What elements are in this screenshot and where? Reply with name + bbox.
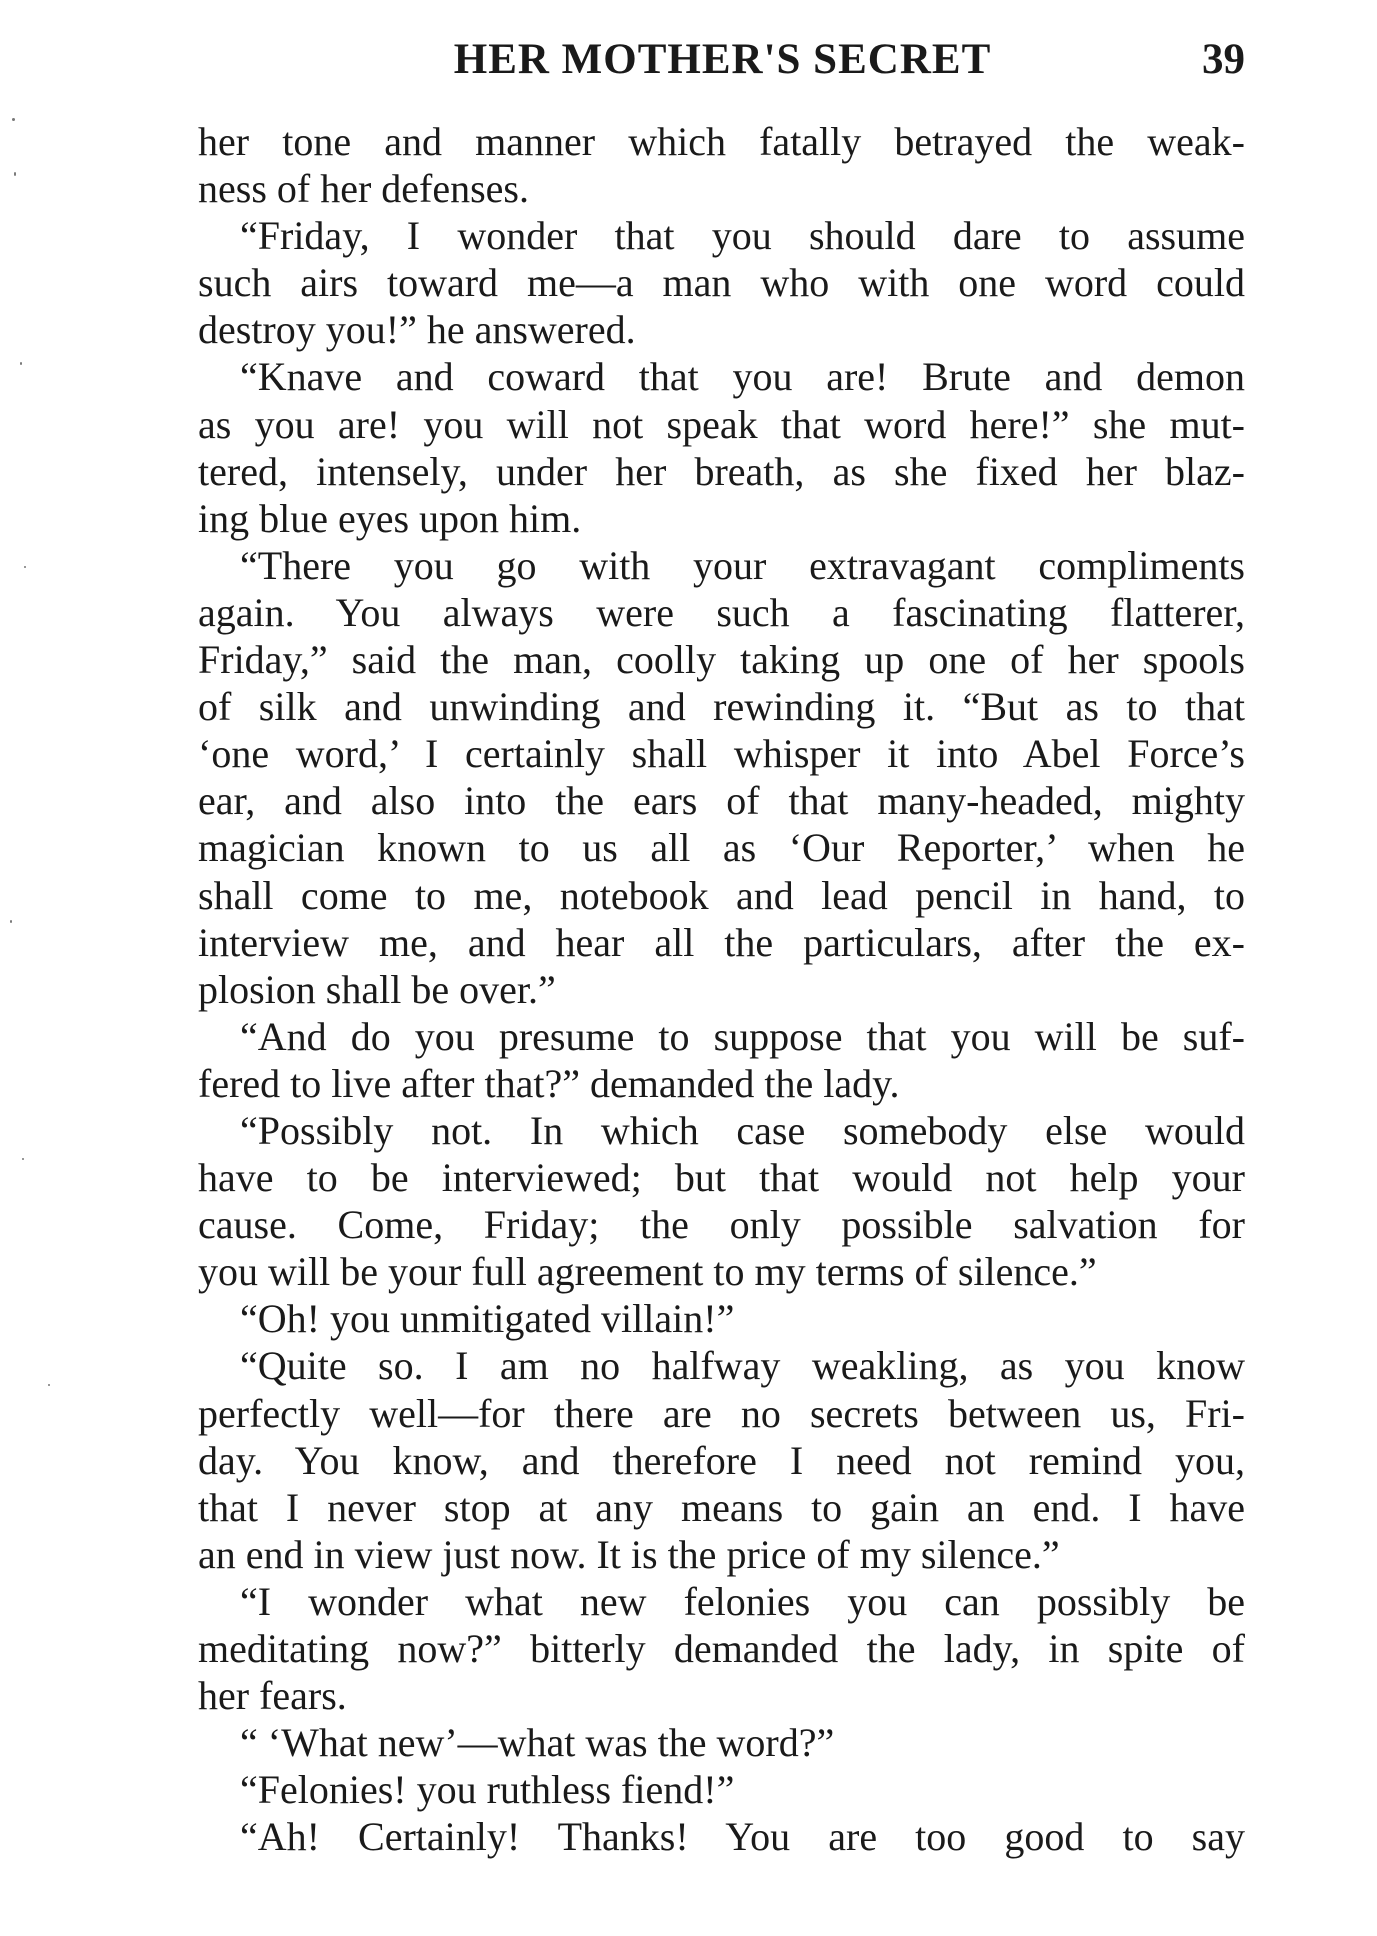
text-line: interview me, and hear all the particulars, after the ex-: [198, 919, 1245, 965]
text-line: magician known to us all as ‘Our Reporter,’ when he: [198, 825, 1245, 871]
text-line: ‘one word,’ I certainly shall whisper it into Abel Force’s: [198, 731, 1245, 777]
text-line: “Oh! you unmitigated villain!”: [240, 1296, 735, 1342]
text-line: “Felonies! you ruthless fiend!”: [240, 1767, 735, 1813]
text-line: have to be interviewed; but that would not help your: [198, 1155, 1245, 1201]
text-line: destroy you!” he answered.: [198, 307, 636, 353]
text-line: you will be your full agreement to my terms of silence.”: [198, 1249, 1097, 1295]
text-line: meditating now?” bitterly demanded the lady, in spite of: [198, 1626, 1245, 1671]
margin-speck: [12, 118, 15, 121]
text-line: that I never stop at any means to gain an end. I have: [198, 1484, 1245, 1530]
text-line: tered, intensely, under her breath, as she fixed her blaz-: [198, 448, 1245, 494]
margin-speck: [14, 172, 16, 176]
text-line: ness of her defenses.: [198, 166, 529, 212]
text-line: “Quite so. I am no halfway weakling, as you know: [240, 1343, 1245, 1389]
text-line: fered to live after that?” demanded the lady.: [198, 1060, 900, 1106]
text-line: Friday,” said the man, coolly taking up one of her spools: [198, 637, 1245, 683]
page-number: 39: [1202, 36, 1245, 83]
body-text: [198, 118, 1245, 1860]
text-line: “Ah! Certainly! Thanks! You are too good to say: [240, 1814, 1245, 1860]
text-line: again. You always were such a fascinating flatterer,: [198, 589, 1245, 635]
text-line: plosion shall be over.”: [198, 966, 556, 1012]
running-header: [200, 28, 1245, 94]
text-line: “Knave and coward that you are! Brute and demon: [240, 354, 1245, 400]
margin-speck: [24, 566, 26, 568]
text-line: of silk and unwinding and rewinding it. “But as to that: [198, 684, 1245, 730]
text-line: cause. Come, Friday; the only possible salvation for: [198, 1202, 1245, 1248]
running-title: HER MOTHER'S SECRET: [453, 36, 992, 83]
text-line: day. You know, and therefore I need not remind you,: [198, 1437, 1245, 1483]
margin-speck: [48, 1384, 50, 1386]
text-line: “I wonder what new felonies you can possibly be: [240, 1578, 1245, 1624]
text-line: “There you go with your extravagant compliments: [240, 542, 1245, 588]
text-line: such airs toward me—a man who with one word could: [198, 260, 1245, 306]
text-line: “Possibly not. In which case somebody else would: [240, 1107, 1245, 1153]
margin-speck: [20, 362, 22, 365]
text-line: her fears.: [198, 1673, 347, 1719]
margin-speck: [10, 920, 12, 923]
text-line: her tone and manner which fatally betrayed the weak-: [198, 119, 1245, 164]
text-line: an end in view just now. It is the price of my silence.”: [198, 1531, 1060, 1577]
text-line: shall come to me, notebook and lead pencil in hand, to: [198, 872, 1245, 918]
text-line: ing blue eyes upon him.: [198, 495, 582, 541]
text-line: as you are! you will not speak that word here!” she mut-: [198, 401, 1245, 447]
text-line: “Friday, I wonder that you should dare to assume: [240, 213, 1245, 259]
text-line: ear, and also into the ears of that many-headed, mighty: [198, 778, 1245, 824]
text-line: “ ‘What new’—what was the word?”: [240, 1720, 835, 1766]
margin-speck: [22, 1158, 24, 1160]
text-line: perfectly well—for there are no secrets between us, Fri-: [198, 1390, 1245, 1436]
text-line: “And do you presume to suppose that you will be suf-: [240, 1013, 1245, 1059]
